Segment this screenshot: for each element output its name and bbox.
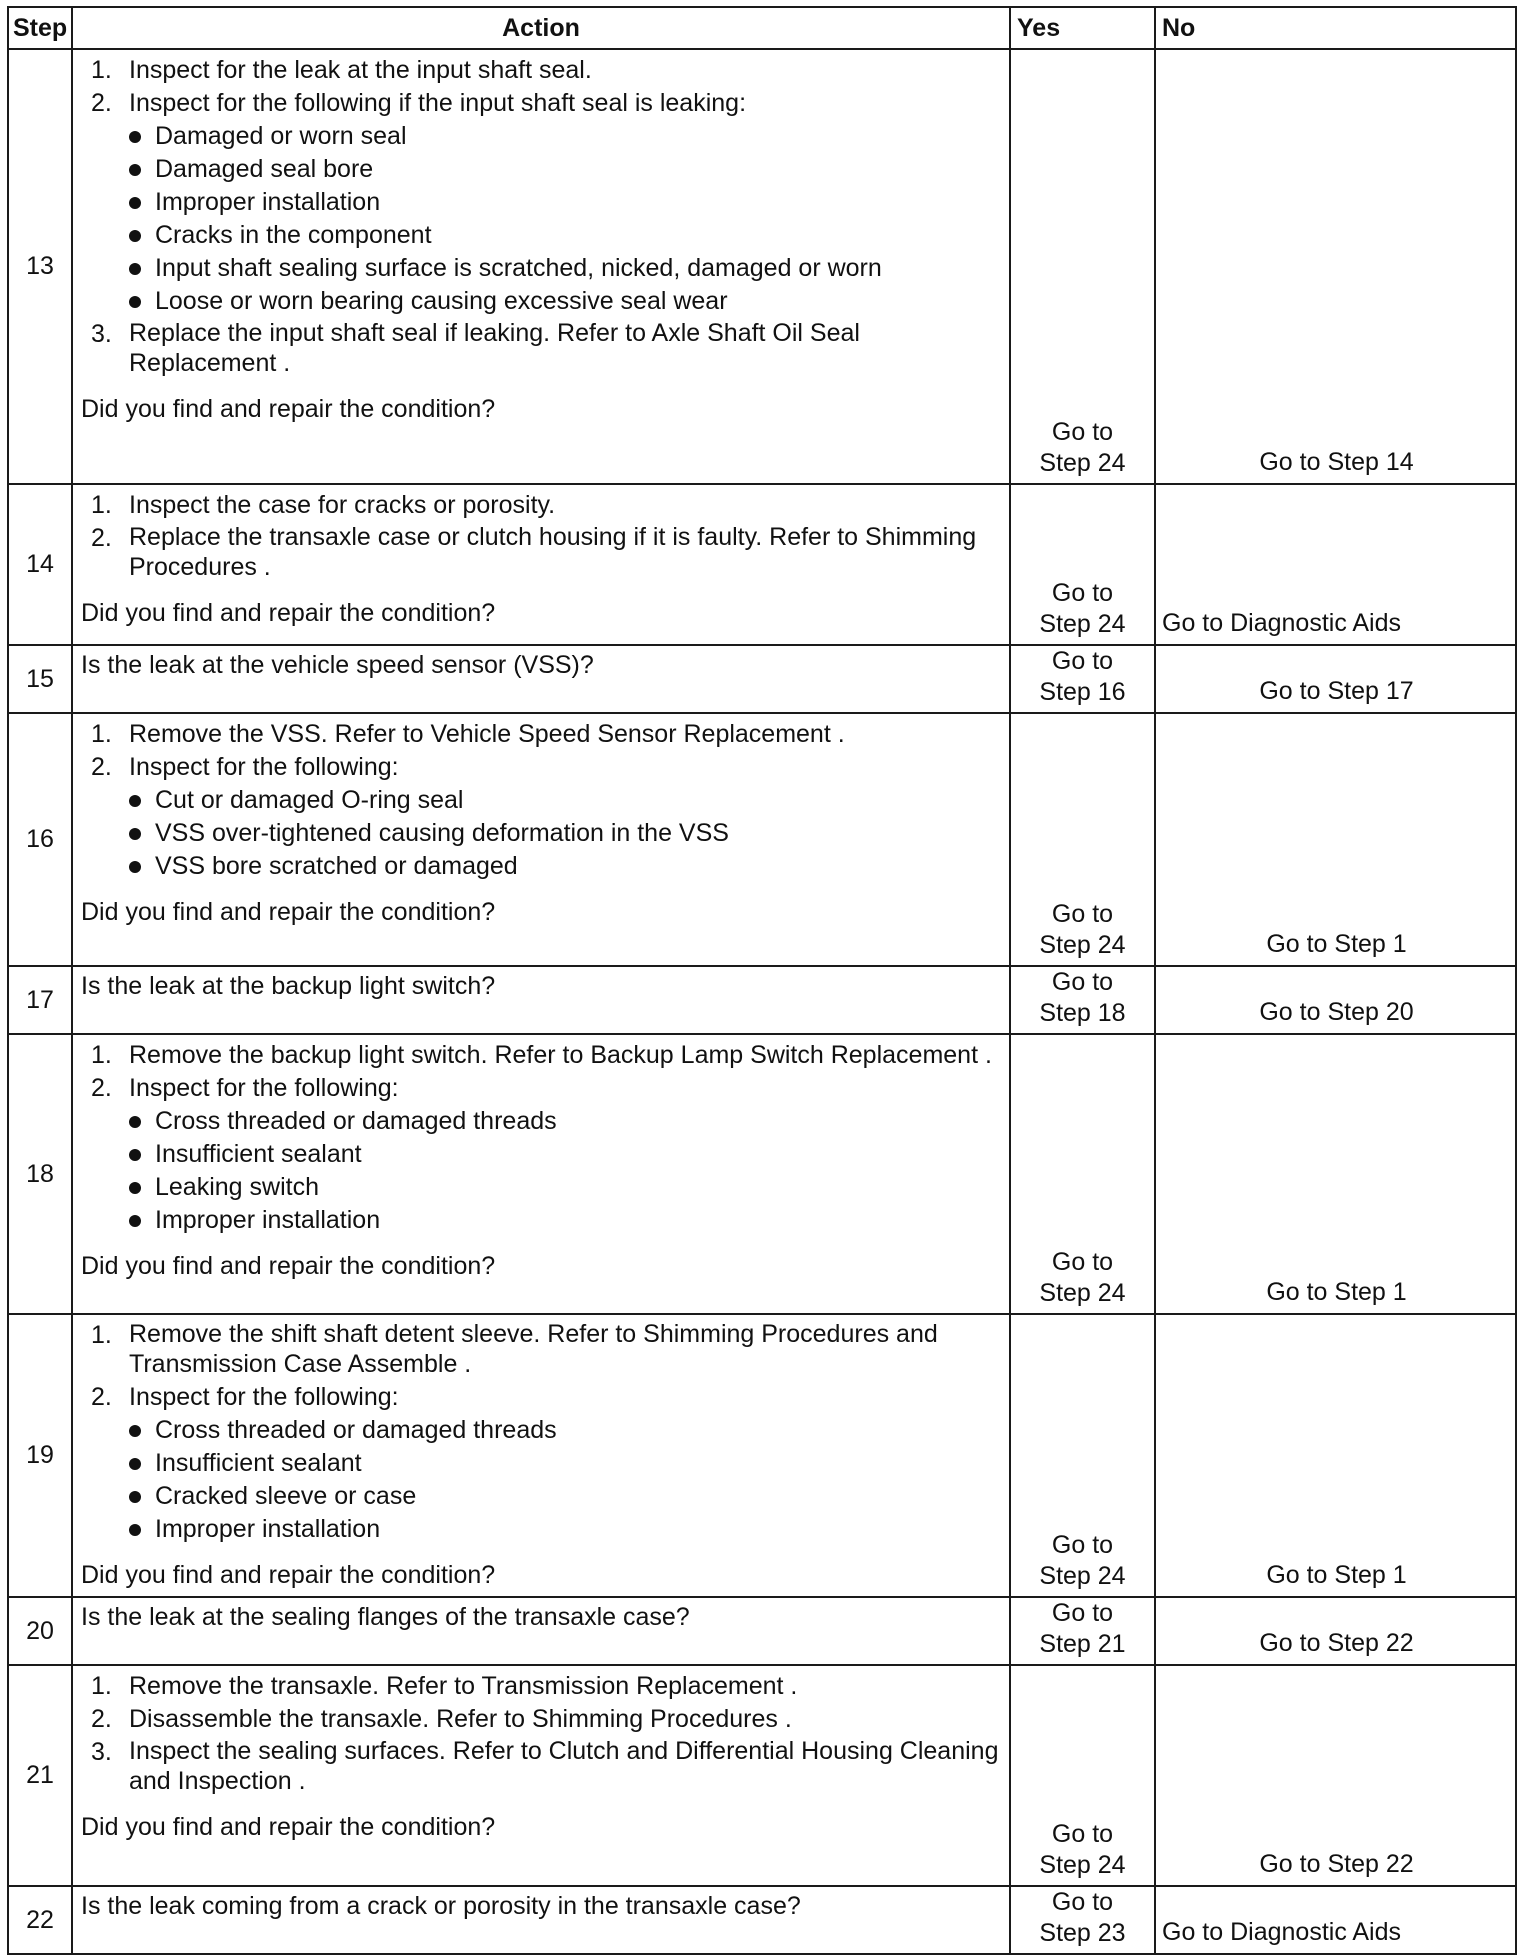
action-question: Is the leak at the backup light switch? <box>81 972 496 1000</box>
action-step-number: 1. <box>91 720 112 748</box>
bullet-dot-icon <box>129 861 141 873</box>
yes-result-text: Go to Step 24 <box>1039 1531 1126 1590</box>
yes-result <box>1010 1314 1155 1597</box>
bullet-text: Cracks in the component <box>155 221 432 249</box>
yes-result-text: Go to Step 24 <box>1039 418 1126 477</box>
action-step-text: Inspect for the following: <box>129 1074 399 1102</box>
action-step <box>91 1319 1001 1381</box>
table-row <box>8 713 1516 966</box>
bullet-item <box>129 1414 1001 1447</box>
action-cell <box>72 1665 1010 1886</box>
yes-result-text: Go to Step 24 <box>1039 1820 1126 1879</box>
bullet-text: Damaged seal bore <box>155 155 374 183</box>
action-step <box>91 1072 1001 1237</box>
diagnostic-table <box>7 6 1517 1955</box>
bullet-item <box>129 1447 1001 1480</box>
action-step-text: Remove the backup light switch. Refer to Backup Lamp Switch Replacement . <box>129 1041 992 1069</box>
action-step-number: 2. <box>91 524 112 552</box>
no-result: Go to Step 1 <box>1155 1314 1516 1597</box>
action-step-text: Remove the shift shaft detent sleeve. Refer to Shimming Procedures and Transmission Case Assemble . <box>129 1320 938 1378</box>
inspection-bullets <box>81 784 1001 883</box>
header-row <box>8 7 1516 49</box>
bullet-dot-icon <box>129 1458 141 1470</box>
no-result: Go to Step 1 <box>1155 1034 1516 1314</box>
action-steps-list <box>81 718 1001 883</box>
action-question: Is the leak at the sealing flanges of the transaxle case? <box>81 1603 690 1631</box>
bullet-item <box>129 1513 1001 1546</box>
yes-result <box>1010 1034 1155 1314</box>
action-cell <box>72 484 1010 645</box>
bullet-text: Cross threaded or damaged threads <box>155 1107 557 1135</box>
action-step-number: 2. <box>91 1383 112 1411</box>
step-number: 13 <box>8 49 72 484</box>
yes-result-text: Go to Step 24 <box>1039 900 1126 959</box>
bullet-text: Cross threaded or damaged threads <box>155 1416 557 1444</box>
action-step-text: Remove the VSS. Refer to Vehicle Speed Sensor Replacement . <box>129 720 845 748</box>
step-number: 22 <box>8 1886 72 1954</box>
bullet-text: Insufficient sealant <box>155 1449 362 1477</box>
action-steps-list <box>81 1039 1001 1237</box>
bullet-text: Cracked sleeve or case <box>155 1482 417 1510</box>
bullet-dot-icon <box>129 164 141 176</box>
action-question: Did you find and repair the condition? <box>81 395 496 423</box>
bullet-item <box>129 1171 1001 1204</box>
bullet-dot-icon <box>129 1182 141 1194</box>
bullet-text: VSS over-tightened causing deformation in the VSS <box>155 819 729 847</box>
no-result: Go to Step 1 <box>1155 713 1516 966</box>
action-question: Is the leak at the vehicle speed sensor (VSS)? <box>81 651 594 679</box>
action-step-text: Replace the transaxle case or clutch housing if it is faulty. Refer to Shimming Procedures . <box>129 523 977 581</box>
bullet-dot-icon <box>129 1425 141 1437</box>
table-row <box>8 1314 1516 1597</box>
step-number: 20 <box>8 1597 72 1665</box>
action-step-number: 3. <box>91 320 112 348</box>
action-step-text: Inspect the sealing surfaces. Refer to Clutch and Differential Housing Cleaning and Inspection . <box>129 1737 999 1795</box>
header-no: No <box>1155 7 1516 49</box>
action-cell <box>72 966 1010 1034</box>
inspection-bullets <box>81 120 1001 318</box>
yes-result-text: Go to Step 18 <box>1039 968 1126 1027</box>
action-step <box>91 318 1001 380</box>
yes-result <box>1010 49 1155 484</box>
action-question: Did you find and repair the condition? <box>81 898 496 926</box>
action-cell <box>72 1597 1010 1665</box>
no-result: Go to Step 14 <box>1155 49 1516 484</box>
action-step-number: 1. <box>91 56 112 84</box>
bullet-text: Cut or damaged O-ring seal <box>155 786 464 814</box>
table-row <box>8 49 1516 484</box>
action-step <box>91 522 1001 584</box>
action-step <box>91 1670 1001 1703</box>
no-result: Go to Step 20 <box>1155 966 1516 1034</box>
no-result: Go to Step 22 <box>1155 1597 1516 1665</box>
action-steps-list <box>81 1319 1001 1546</box>
bullet-dot-icon <box>129 197 141 209</box>
action-question: Did you find and repair the condition? <box>81 1561 496 1589</box>
yes-result-text: Go to Step 24 <box>1039 579 1126 638</box>
action-step <box>91 54 1001 87</box>
table-row <box>8 966 1516 1034</box>
header-step: Step <box>8 7 72 49</box>
action-step-number: 2. <box>91 753 112 781</box>
action-step-number: 1. <box>91 1041 112 1069</box>
action-step-text: Inspect for the following if the input shaft seal is leaking: <box>129 89 747 117</box>
action-step <box>91 1039 1001 1072</box>
step-number: 18 <box>8 1034 72 1314</box>
bullet-dot-icon <box>129 1215 141 1227</box>
action-step-text: Remove the transaxle. Refer to Transmission Replacement . <box>129 1672 798 1700</box>
bullet-dot-icon <box>129 296 141 308</box>
action-cell <box>72 1314 1010 1597</box>
bullet-dot-icon <box>129 1491 141 1503</box>
bullet-text: Improper installation <box>155 188 381 216</box>
action-cell <box>72 49 1010 484</box>
step-number: 19 <box>8 1314 72 1597</box>
header-action: Action <box>72 7 1010 49</box>
action-step <box>91 87 1001 318</box>
bullet-item <box>129 120 1001 153</box>
bullet-item <box>129 252 1001 285</box>
table-row <box>8 1886 1516 1954</box>
step-number: 21 <box>8 1665 72 1886</box>
action-step-number: 1. <box>91 1672 112 1700</box>
bullet-text: Leaking switch <box>155 1173 319 1201</box>
bullet-dot-icon <box>129 1524 141 1536</box>
bullet-text: Input shaft sealing surface is scratched, nicked, damaged or worn <box>155 254 882 282</box>
bullet-item <box>129 1138 1001 1171</box>
step-number: 16 <box>8 713 72 966</box>
inspection-bullets <box>81 1414 1001 1546</box>
yes-result-text: Go to Step 23 <box>1039 1888 1126 1947</box>
yes-result-text: Go to Step 21 <box>1039 1599 1126 1658</box>
action-step-number: 3. <box>91 1738 112 1766</box>
bullet-text: VSS bore scratched or damaged <box>155 852 518 880</box>
bullet-dot-icon <box>129 230 141 242</box>
action-step-text: Inspect the case for cracks or porosity. <box>129 491 556 519</box>
bullet-item <box>129 1204 1001 1237</box>
action-step-text: Replace the input shaft seal if leaking. Refer to Axle Shaft Oil Seal Replacement . <box>129 319 860 377</box>
action-step-text: Inspect for the following: <box>129 1383 399 1411</box>
bullet-item <box>129 153 1001 186</box>
action-cell <box>72 1886 1010 1954</box>
bullet-dot-icon <box>129 1116 141 1128</box>
no-result: Go to Step 17 <box>1155 645 1516 713</box>
action-step-text: Inspect for the leak at the input shaft seal. <box>129 56 592 84</box>
table-row <box>8 645 1516 713</box>
action-steps-list <box>81 54 1001 380</box>
step-number: 15 <box>8 645 72 713</box>
bullet-text: Improper installation <box>155 1206 381 1234</box>
no-result: Go to Step 22 <box>1155 1665 1516 1886</box>
header-yes: Yes <box>1010 7 1155 49</box>
action-step <box>91 1703 1001 1736</box>
action-step-number: 1. <box>91 1321 112 1349</box>
yes-result <box>1010 1597 1155 1665</box>
bullet-item <box>129 784 1001 817</box>
table-row <box>8 1665 1516 1886</box>
bullet-dot-icon <box>129 795 141 807</box>
bullet-dot-icon <box>129 1149 141 1161</box>
action-step <box>91 718 1001 751</box>
action-question: Did you find and repair the condition? <box>81 1252 496 1280</box>
step-number: 17 <box>8 966 72 1034</box>
bullet-text: Insufficient sealant <box>155 1140 362 1168</box>
action-step <box>91 1381 1001 1546</box>
action-step-number: 2. <box>91 1705 112 1733</box>
bullet-item <box>129 1105 1001 1138</box>
no-result: Go to Diagnostic Aids <box>1155 484 1516 645</box>
action-cell <box>72 1034 1010 1314</box>
action-step <box>91 489 1001 522</box>
bullet-item <box>129 817 1001 850</box>
bullet-text: Damaged or worn seal <box>155 122 407 150</box>
action-question: Is the leak coming from a crack or porosity in the transaxle case? <box>81 1892 801 1920</box>
bullet-dot-icon <box>129 131 141 143</box>
action-question: Did you find and repair the condition? <box>81 599 496 627</box>
yes-result <box>1010 713 1155 966</box>
action-cell <box>72 645 1010 713</box>
action-step-number: 2. <box>91 89 112 117</box>
bullet-dot-icon <box>129 263 141 275</box>
action-step-text: Inspect for the following: <box>129 753 399 781</box>
yes-result <box>1010 1665 1155 1886</box>
no-result: Go to Diagnostic Aids <box>1155 1886 1516 1954</box>
yes-result <box>1010 484 1155 645</box>
action-cell <box>72 713 1010 966</box>
yes-result <box>1010 1886 1155 1954</box>
table-row <box>8 484 1516 645</box>
action-step <box>91 751 1001 883</box>
bullet-item <box>129 285 1001 318</box>
action-step <box>91 1736 1001 1798</box>
diagnostic-table-page <box>7 6 1515 1955</box>
bullet-item <box>129 186 1001 219</box>
bullet-text: Loose or worn bearing causing excessive seal wear <box>155 287 728 315</box>
action-question: Did you find and repair the condition? <box>81 1813 496 1841</box>
action-step-number: 1. <box>91 491 112 519</box>
action-steps-list <box>81 489 1001 584</box>
yes-result <box>1010 645 1155 713</box>
yes-result-text: Go to Step 16 <box>1039 647 1126 706</box>
bullet-item <box>129 219 1001 252</box>
inspection-bullets <box>81 1105 1001 1237</box>
step-number: 14 <box>8 484 72 645</box>
table-row <box>8 1034 1516 1314</box>
bullet-item <box>129 1480 1001 1513</box>
bullet-item <box>129 850 1001 883</box>
action-step-number: 2. <box>91 1074 112 1102</box>
yes-result <box>1010 966 1155 1034</box>
bullet-dot-icon <box>129 828 141 840</box>
action-steps-list <box>81 1670 1001 1798</box>
bullet-text: Improper installation <box>155 1515 381 1543</box>
table-row <box>8 1597 1516 1665</box>
action-step-text: Disassemble the transaxle. Refer to Shimming Procedures . <box>129 1705 792 1733</box>
table-body <box>8 49 1516 1954</box>
yes-result-text: Go to Step 24 <box>1039 1248 1126 1307</box>
